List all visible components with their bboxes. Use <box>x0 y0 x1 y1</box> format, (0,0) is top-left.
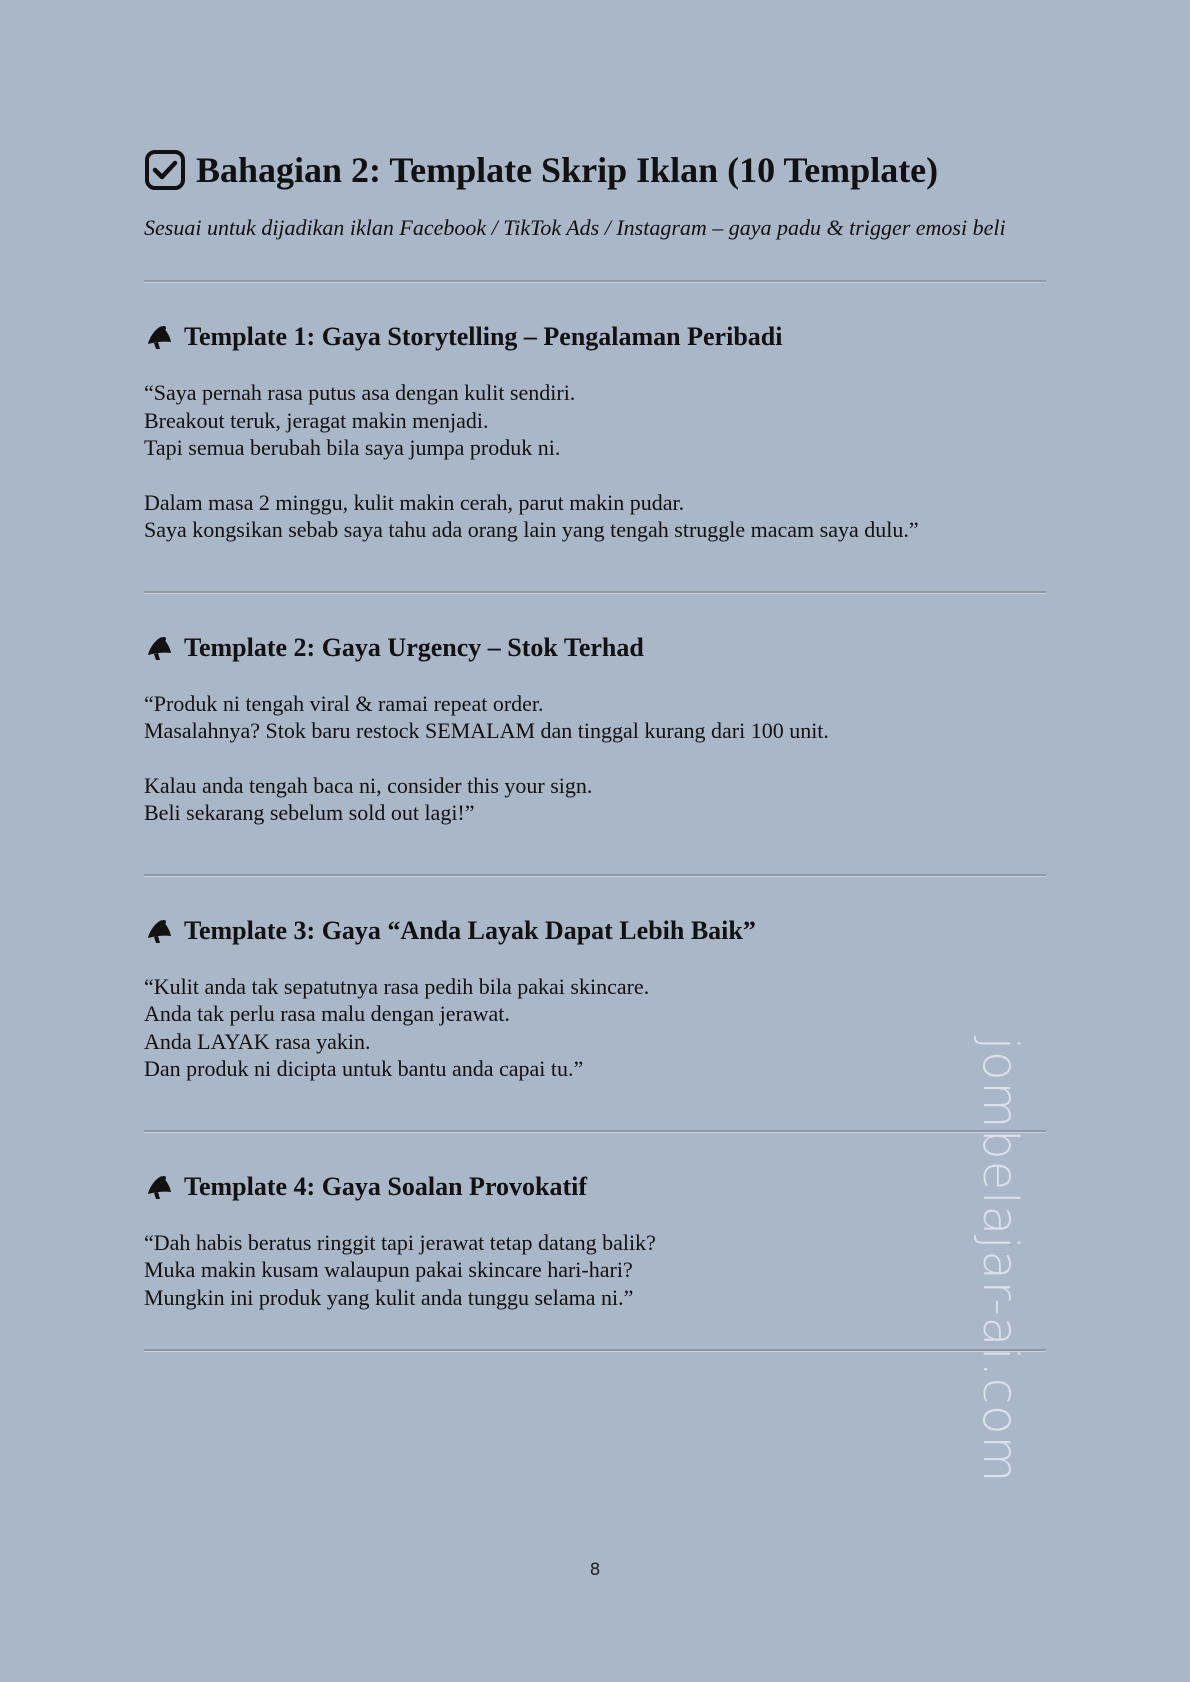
divider <box>144 1130 1046 1133</box>
section-title: Template 2: Gaya Urgency – Stok Terhad <box>184 632 644 662</box>
script-line: Tapi semua berubah bila saya jumpa produk ni. <box>144 435 561 460</box>
divider <box>144 280 1046 283</box>
script-line: Masalahnya? Stok baru restock SEMALAM dan tinggal kurang dari 100 unit. <box>144 718 829 743</box>
section-title: Template 4: Gaya Soalan Provokatif <box>184 1171 588 1201</box>
script-line: Dan produk ni dicipta untuk bantu anda capai tu.” <box>144 1056 584 1081</box>
script-line: “Dah habis beratus ringgit tapi jerawat tetap datang balik? <box>144 1229 656 1255</box>
script-paragraph <box>144 772 1046 827</box>
page-content <box>144 146 1046 1352</box>
page-subtitle: Sesuai untuk dijadikan iklan Facebook / TikTok Ads / Instagram – gaya padu & trigger emosi beli <box>144 215 1006 240</box>
megaphone-icon <box>144 322 174 352</box>
section-heading <box>144 1171 1046 1203</box>
script-line: Dalam masa 2 minggu, kulit makin cerah, parut makin pudar. <box>144 489 685 515</box>
script-line: Anda LAYAK rasa yakin. <box>144 1028 371 1054</box>
template-section-3 <box>144 915 1046 1083</box>
megaphone-icon <box>144 633 174 663</box>
section-heading <box>144 915 1046 947</box>
checkbox-icon <box>144 149 186 191</box>
megaphone-icon <box>144 916 174 946</box>
heading-row <box>144 146 1046 194</box>
section-heading <box>144 632 1046 664</box>
page-number: 8 <box>589 1560 601 1580</box>
script-line: “Kulit anda tak sepatutnya rasa pedih bila pakai skincare. <box>144 973 650 999</box>
section-title: Template 3: Gaya “Anda Layak Dapat Lebih Baik” <box>184 915 756 945</box>
script-paragraph <box>144 379 1046 462</box>
script-paragraph <box>144 489 1046 544</box>
script-paragraph <box>144 690 1046 745</box>
divider <box>144 591 1046 594</box>
watermark: jombelajar-ai.com <box>972 1036 1028 1484</box>
script-line: Kalau anda tengah baca ni, consider this your sign. <box>144 772 593 798</box>
divider <box>144 1349 1046 1352</box>
script-line: “Produk ni tengah viral & ramai repeat order. <box>144 690 544 716</box>
section-heading <box>144 321 1046 353</box>
page-title: Bahagian 2: Template Skrip Iklan (10 Template) <box>196 150 939 190</box>
section-title: Template 1: Gaya Storytelling – Pengalaman Peribadi <box>184 322 783 351</box>
script-line: “Saya pernah rasa putus asa dengan kulit sendiri. <box>144 380 576 405</box>
script-line: Breakout teruk, jeragat makin menjadi. <box>144 407 489 433</box>
template-section-4 <box>144 1171 1046 1312</box>
divider <box>144 874 1046 877</box>
script-line: Anda tak perlu rasa malu dengan jerawat. <box>144 1001 510 1026</box>
script-paragraph <box>144 1229 1046 1312</box>
megaphone-icon <box>144 1172 174 1202</box>
template-section-1 <box>144 321 1046 544</box>
script-line: Saya kongsikan sebab saya tahu ada orang lain yang tengah struggle macam saya dulu.” <box>144 517 919 542</box>
script-line: Muka makin kusam walaupun pakai skincare hari-hari? <box>144 1257 633 1282</box>
script-paragraph <box>144 973 1046 1083</box>
script-line: Mungkin ini produk yang kulit anda tunggu selama ni.” <box>144 1284 634 1310</box>
script-line: Beli sekarang sebelum sold out lagi!” <box>144 800 475 825</box>
template-section-2 <box>144 632 1046 827</box>
